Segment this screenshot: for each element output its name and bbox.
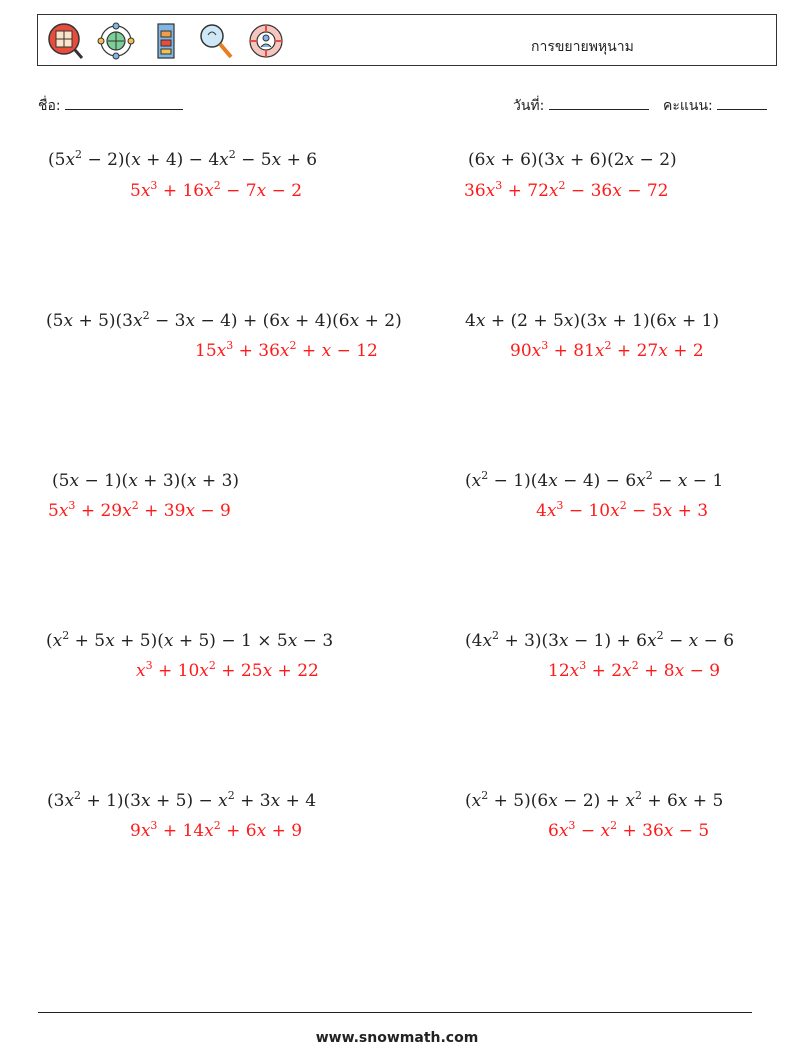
name-line[interactable] xyxy=(65,95,183,110)
lifebuoy-user-icon xyxy=(246,21,286,61)
calculator-badge-icon xyxy=(46,21,86,61)
problem-4: 4x + (2 + 5x)(3x + 1)(6x + 1) xyxy=(465,311,720,331)
notes-panel-icon xyxy=(146,21,186,61)
magnifier-icon xyxy=(196,21,236,61)
answer-5: $5x^3 + 29x^2 + 39x - 9$ xyxy=(48,499,231,521)
name-label: ชื่อ: xyxy=(38,98,61,114)
score-label: คะแนน: xyxy=(663,98,713,114)
answer-8: $12x^3 + 2x^2 + 8x - 9$ xyxy=(548,659,721,681)
problem-9: $(3x^2 + 1)(3x + 5) - x^2 + 3x + 4$ xyxy=(47,789,317,811)
problem-6: $(x^2 - 1)(4x - 4) - 6x^2 - x - 1$ xyxy=(465,469,724,491)
answer-1: $5x^3 + 16x^2 - 7x - 2$ xyxy=(130,179,303,201)
name-field[interactable] xyxy=(38,95,183,117)
problem-10: $(x^2 + 5)(6x - 2) + x^2 + 6x + 5$ xyxy=(465,789,724,811)
problem-2: (6x + 6)(3x + 6)(2x − 2) xyxy=(468,150,677,170)
answer-7: $x^3 + 10x^2 + 25x + 22$ xyxy=(136,659,319,681)
answer-3: $15x^3 + 36x^2 + x - 12$ xyxy=(195,339,378,361)
worksheet-header xyxy=(37,14,777,66)
date-line[interactable] xyxy=(549,95,649,110)
score-field[interactable] xyxy=(663,95,767,117)
answer-6: $4x^3 - 10x^2 - 5x + 3$ xyxy=(536,499,709,521)
problem-5: (5x − 1)(x + 3)(x + 3) xyxy=(52,471,240,491)
answer-2: $36x^3 + 72x^2 - 36x - 72$ xyxy=(464,179,669,201)
answer-4: $90x^3 + 81x^2 + 27x + 2$ xyxy=(510,339,704,361)
footer-url: www.snowmath.com xyxy=(315,1030,479,1046)
problem-3: $(5x + 5)(3x^2 - 3x - 4) + (6x + 4)(6x + 2)$ xyxy=(46,309,402,331)
score-line[interactable] xyxy=(717,95,767,110)
footer-divider xyxy=(38,1012,752,1013)
problem-1: $(5x^2 - 2)(x + 4) - 4x^2 - 5x + 6$ xyxy=(48,148,318,170)
worksheet-title: การขยายพหุนาม xyxy=(531,39,634,55)
problem-7: $(x^2 + 5x + 5)(x + 5) - 1 \times 5x - 3$ xyxy=(46,629,334,651)
date-field[interactable] xyxy=(513,95,649,117)
date-label: วันที่: xyxy=(513,98,545,114)
globe-network-icon xyxy=(96,21,136,61)
problem-8: $(4x^2 + 3)(3x - 1) + 6x^2 - x - 6$ xyxy=(465,629,735,651)
answer-10: $6x^3 - x^2 + 36x - 5$ xyxy=(548,819,710,841)
header-icons xyxy=(46,20,286,62)
answer-9: $9x^3 + 14x^2 + 6x + 9$ xyxy=(130,819,303,841)
